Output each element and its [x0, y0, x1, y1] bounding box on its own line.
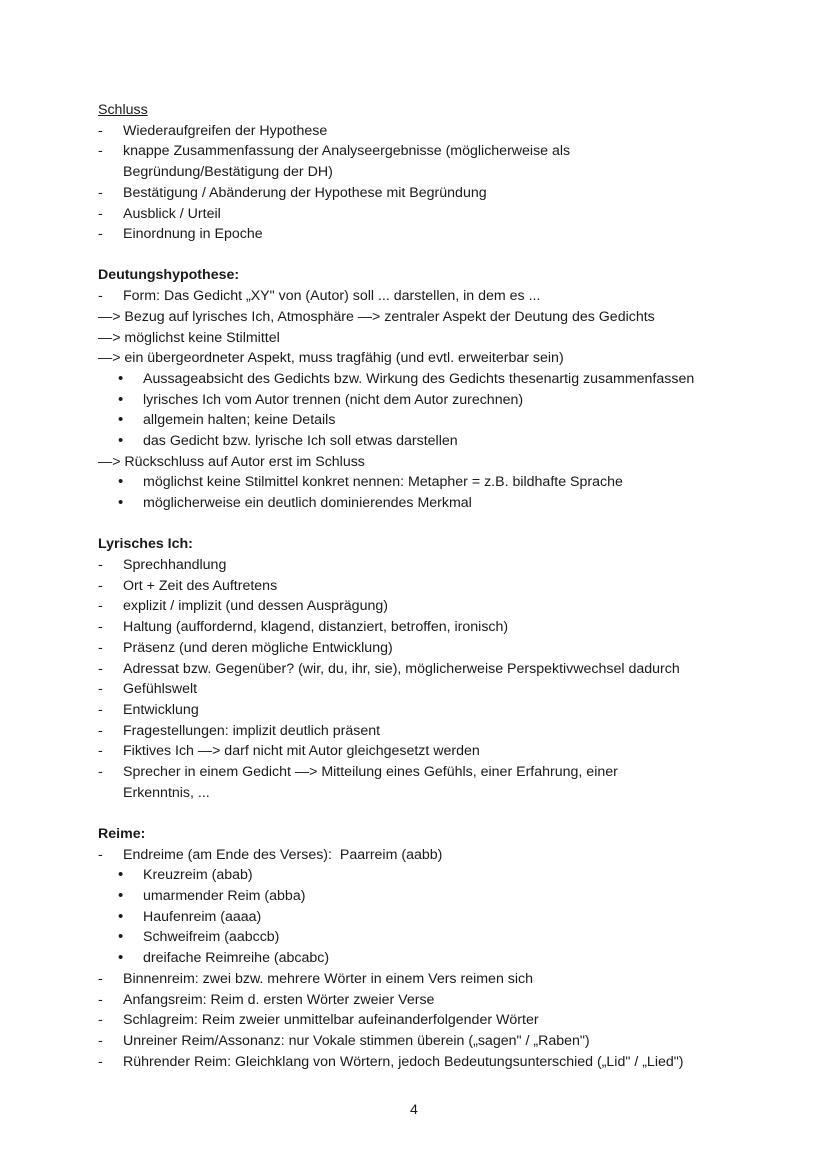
arrow-line: —> ein übergeordneter Aspekt, muss tragfähig (und evtl. erweiterbar sein) — [98, 350, 564, 367]
arrow-line: —> Bezug auf lyrisches Ich, Atmosphäre —> zentraler Aspekt der Deutung des Gedichts — [98, 308, 655, 325]
bullet-item: • umarmender Reim (abba) — [98, 886, 778, 907]
list-item: - Fiktives Ich —> darf nicht mit Autor gleichgesetzt werden — [98, 741, 778, 762]
list-item: - Wiederaufgreifen der Hypothese — [98, 121, 778, 142]
bullet-item: • Haufenreim (aaaa) — [98, 907, 778, 928]
list-item: - Einordnung in Epoche — [98, 224, 778, 245]
bullet-item: • möglichst keine Stilmittel konkret nennen: Metapher = z.B. bildhafte Sprache — [98, 472, 778, 493]
bullet-item: • möglicherweise ein deutlich dominierendes Merkmal — [98, 493, 778, 514]
bullet-item: • Schweifreim (aabccb) — [98, 927, 778, 948]
list-item: - Ausblick / Urteil — [98, 204, 778, 225]
arrow-line: —> möglichst keine Stilmittel — [98, 329, 280, 346]
list-item: - Schlagreim: Reim zweier unmittelbar aufeinanderfolgender Wörter — [98, 1010, 778, 1031]
list-item: - Form: Das Gedicht „XY" von (Autor) soll ... darstellen, in dem es ... — [98, 286, 778, 307]
list-item: - knappe Zusammenfassung der Analyseergebnisse (möglicherweise als Begründung/Bestätigung der DH) — [98, 141, 623, 182]
list-item: - Fragestellungen: implizit deutlich präsent — [98, 721, 778, 742]
section-lyrisches-ich — [98, 534, 778, 803]
list-item: - Rührender Reim: Gleichklang von Wörtern, jedoch Bedeutungsunterschied („Lid" / „Lied") — [98, 1052, 778, 1073]
bullet-item: • lyrisches Ich vom Autor trennen (nicht dem Autor zurechnen) — [98, 390, 778, 411]
section-schluss — [98, 100, 778, 245]
list-item: - Ort + Zeit des Auftretens — [98, 576, 778, 597]
list-item: - Sprecher in einem Gedicht —> Mitteilung eines Gefühls, einer Erfahrung, einer Erkenntnis, ... — [98, 762, 683, 803]
list-item: - Entwicklung — [98, 700, 778, 721]
list-item: - Sprechhandlung — [98, 555, 778, 576]
page-number: 4 — [410, 1102, 418, 1118]
bullet-item: • das Gedicht bzw. lyrische Ich soll etwas darstellen — [98, 431, 778, 452]
section-heading-reime: Reime: — [98, 825, 146, 842]
section-deutungshypothese — [98, 265, 778, 513]
list-item: - Gefühlswelt — [98, 679, 778, 700]
section-reime — [98, 824, 778, 1072]
list-item: - Präsenz (und deren mögliche Entwicklung) — [98, 638, 778, 659]
arrow-line: —> Rückschluss auf Autor erst im Schluss — [98, 453, 365, 470]
list-item: - Unreiner Reim/Assonanz: nur Vokale stimmen überein („sagen" / „Raben") — [98, 1031, 778, 1052]
list-item: - Adressat bzw. Gegenüber? (wir, du, ihr, sie), möglicherweise Perspektivwechsel dadurch — [98, 659, 778, 680]
page-content — [98, 100, 778, 1093]
list-item: - Endreime (am Ende des Verses): Paarreim (aabb) — [98, 845, 778, 866]
list-item: - Haltung (auffordernd, klagend, distanziert, betroffen, ironisch) — [98, 617, 778, 638]
list-item: - Bestätigung / Abänderung der Hypothese mit Begründung — [98, 183, 778, 204]
bullet-item: • allgemein halten; keine Details — [98, 410, 778, 431]
section-heading-lyrisches-ich: Lyrisches Ich: — [98, 536, 193, 553]
list-item: - Anfangsreim: Reim d. ersten Wörter zweier Verse — [98, 990, 778, 1011]
bullet-item: • Kreuzreim (abab) — [98, 865, 778, 886]
section-heading-deutungshypothese: Deutungshypothese: — [98, 267, 240, 284]
list-item: - Binnenreim: zwei bzw. mehrere Wörter in einem Vers reimen sich — [98, 969, 778, 990]
list-item: - explizit / implizit (und dessen Ausprägung) — [98, 596, 778, 617]
bullet-item: • Aussageabsicht des Gedichts bzw. Wirkung des Gedichts thesenartig zusammenfassen — [98, 369, 778, 390]
section-heading-schluss: Schluss — [98, 102, 148, 118]
bullet-item: • dreifache Reimreihe (abcabc) — [98, 948, 778, 969]
